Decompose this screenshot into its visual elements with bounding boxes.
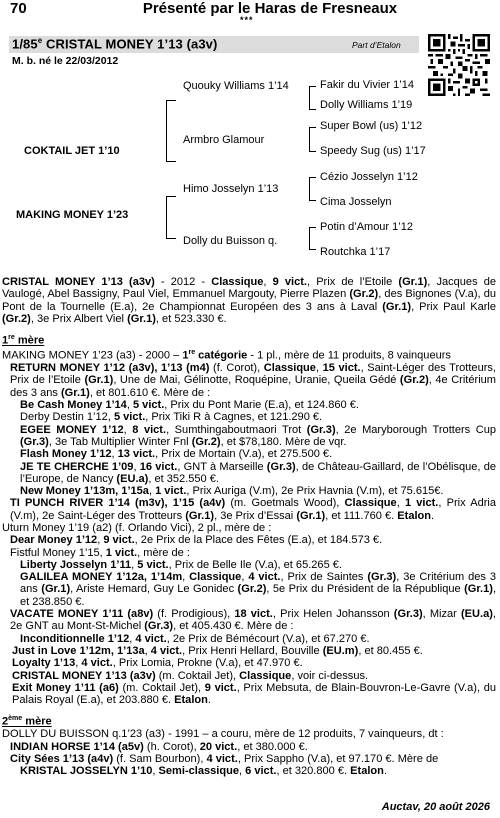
produce-entry: Derby Destin 1’12, 5 vict., Prix Tiki R à Cagnes, et 121.290 €. xyxy=(20,411,323,424)
pedigree-gen3-2: Dolly Williams 1’19 xyxy=(320,99,413,111)
page-header-title: Présenté par le Haras de Fresneaux xyxy=(142,0,398,17)
pedigree-gen3-4: Speedy Sug (us) 1’17 xyxy=(320,145,426,157)
pedigree-bracket-dam xyxy=(166,196,167,239)
pedigree-sire: COKTAIL JET 1’10 xyxy=(24,145,120,157)
produce-entry: New Money 1’13m, 1’15a, 1 vict., Prix Auriga (V.m), 2e Prix Havnia (V.m), et 75.615€. xyxy=(20,485,444,498)
qr-code-icon[interactable] xyxy=(428,34,490,96)
produce-entry: JE TE CHERCHE 1’09, 16 vict., GNT à Marseille (Gr.3), de Château-Gaillard, de l’Obélisque, de l’Europe, de Nancy (EU.a), et 352.550 €. xyxy=(20,460,497,485)
pedigree-gen3-5: Cézio Josselyn 1’12 xyxy=(320,171,418,183)
produce-entry: Uturn Money 1’19 (a2) (f. Orlando Vici), 2 pl., mère de : xyxy=(2,521,272,534)
pedigree-gen3-6: Cima Josselyn xyxy=(320,196,392,208)
pedigree-gen2-1: Quouky Williams 1’14 xyxy=(183,80,289,92)
pedigree-gen2-4: Dolly du Buisson q. xyxy=(183,235,278,247)
produce-entry: Exit Money 1’11 (a6) (m. Coktail Jet), 9 vict., Prix Mebsuta, de Blain-Bouvron-Le-Gavre (V.a), du Palais Royal (E.a), et 203.880 €. Etalon. xyxy=(12,681,496,707)
lot-title: 1/85e CRISTAL MONEY 1’13 (a3v) xyxy=(12,36,218,52)
pedigree-bracket-sire xyxy=(166,100,167,162)
pedigree-gen3-1: Fakir du Vivier 1’14 xyxy=(320,79,414,91)
produce-entry: VACATE MONEY 1’11 (a8v) (f. Prodigious), 18 vict., Prix Helen Johansson (Gr.3), Mizar (EU.a), 2e GNT au Mont-St-Michel (Gr.3), et 405.430 €. Mère de : xyxy=(10,608,496,633)
partner-label: Part d’Etalon xyxy=(352,40,401,50)
produce-entry: INDIAN HORSE 1’14 (a5v) (h. Corot), 20 vict., et 380.000 €. xyxy=(10,740,308,753)
pedigree-gen2-2: Armbro Glamour xyxy=(183,134,265,146)
produce-entry: Loyalty 1’13, 4 vict., Prix Lomia, Prokne (V.a), et 47.970 €. xyxy=(12,657,303,670)
produce-entry: Be Cash Money 1’14, 5 vict., Prix du Pont Marie (E.a), et 124.860 €. xyxy=(20,399,359,412)
lot-name: CRISTAL MONEY 1’13 (a3v) xyxy=(45,36,218,52)
produce-entry: GALILEA MONEY 1’12a, 1’14m, Classique, 4 vict., Prix de Saintes (Gr.3), 3e Critérium des 3 ans (Gr.1), Ariste Hemard, Guy Le Gonidec (Gr.2), 5e Prix du Président de la République (Gr.1), et 238.850 €. xyxy=(20,571,497,608)
first-dam-intro: MAKING MONEY 1’23 (a3) - 2000 – 1re catégorie - 1 pl., mère de 11 produits, 8 vainqueurs xyxy=(2,349,451,362)
produce-entry: Inconditionnelle 1’12, 4 vict., 2e Prix de Bémécourt (V.a), et 67.270 €. xyxy=(20,632,370,645)
produce-entry: KRISTAL JOSSELYN 1’10, Semi-classique, 6 vict., et 320.800 €. Etalon. xyxy=(20,765,388,778)
pedigree-gen3-3: Super Bowl (us) 1’12 xyxy=(320,120,423,132)
performance-text xyxy=(2,276,496,778)
lot-info: M. b. né le 22/03/2012 xyxy=(12,55,119,67)
produce-entry: Dear Money 1’12, 9 vict., 2e Prix de la Place des Fêtes (E.a), et 184.573 €. xyxy=(10,534,383,547)
produce-entry: Flash Money 1’12, 13 vict., Prix de Mortain (V.a), et 275.500 €. xyxy=(20,448,333,461)
produce-entry: CRISTAL MONEY 1’13 (a3v) (m. Coktail Jet), Classique, voir ci-dessus. xyxy=(12,669,369,682)
produce-entry: City Sées 1’13 (a4v) (f. Sam Bourbon), 4 vict., Prix Sappho (V.a), et 97.170 €. Mère de xyxy=(10,753,439,765)
produce-entry: Fistful Money 1’15, 1 vict., mère de : xyxy=(10,546,190,559)
produce-entry: Liberty Josselyn 1’11, 5 vict., Prix de Belle Ile (V.a), et 65.265 €. xyxy=(20,558,342,571)
second-dam-intro: DOLLY DU BUISSON q.1’23 (a3) - 1991 – a couru, mère de 12 produits, 7 vainqueurs, dt : xyxy=(2,728,444,741)
produce-entry: TI PUNCH RIVER 1’14 (m3v), 1’15 (a4v) (m. Goetmals Wood), Classique, 1 vict., Prix Adria (V.m), 2e Saint-Léger des Trotteurs (Gr.1), 3e Prix d’Essai (Gr.1), et 111.760 €. Etalon. xyxy=(10,497,496,522)
produce-entry: Just in Love 1’12m, 1’13a, 4 vict., Prix Henri Hellard, Bouville (EU.m), et 80.455 €. xyxy=(12,644,423,657)
pedigree-gen3-8: Routchka 1’17 xyxy=(320,246,391,258)
first-dam-heading: 1re mère xyxy=(2,334,45,347)
produce-entry: RETURN MONEY 1’12 (a3v), 1’13 (m4) (f. Corot), Classique, 15 vict., Saint-Léger des Trotteurs, Prix de l’Etoile (Gr.1), Une de Mai, Gélinotte, Roquépine, Uranie, Queila Gédé (Gr.2), 4e Critérium des 3 ans (Gr.1), et 801.610 €. Mère de : xyxy=(10,362,496,399)
produce-entry: EGEE MONEY 1’12, 8 vict., Sumthingaboutmaori Trot (Gr.3), 2e Maryborough Trotters Cup (Gr.3), 3e Tab Multiplier Winter Fnl (Gr.2), et $78,180. Mère de vqr. xyxy=(20,423,496,448)
pedigree-gen3-7: Potin d’Amour 1’12 xyxy=(320,221,413,233)
pedigree-gen2-3: Himo Josselyn 1’13 xyxy=(183,183,279,195)
summary-paragraph: CRISTAL MONEY 1’13 (a3v) - 2012 - Classique, 9 vict., Prix de l’Etoile (Gr.1), Jacques de Vaulogé, Abel Bassigny, Paul Viel, Emmanuel Margouty, Pierre Plazen (Gr.2), des Bignones (V.a), du Pont de la Tournelle (E.a), 2e Championnat Européen des 3 ans à Laval (Gr.1), Prix Paul Karle (Gr.2), 3e Prix Albert Viel (Gr.1), et 523.330 €. xyxy=(2,276,497,325)
lot-number: 1/85 xyxy=(12,36,38,52)
pedigree-dam: MAKING MONEY 1’23 xyxy=(16,209,129,221)
footer-date: Auctav, 20 août 2026 xyxy=(381,801,490,813)
header-stars: *** xyxy=(240,15,254,25)
page-number: 70 xyxy=(10,0,27,17)
second-dam-heading: 2ème mère xyxy=(2,715,52,729)
